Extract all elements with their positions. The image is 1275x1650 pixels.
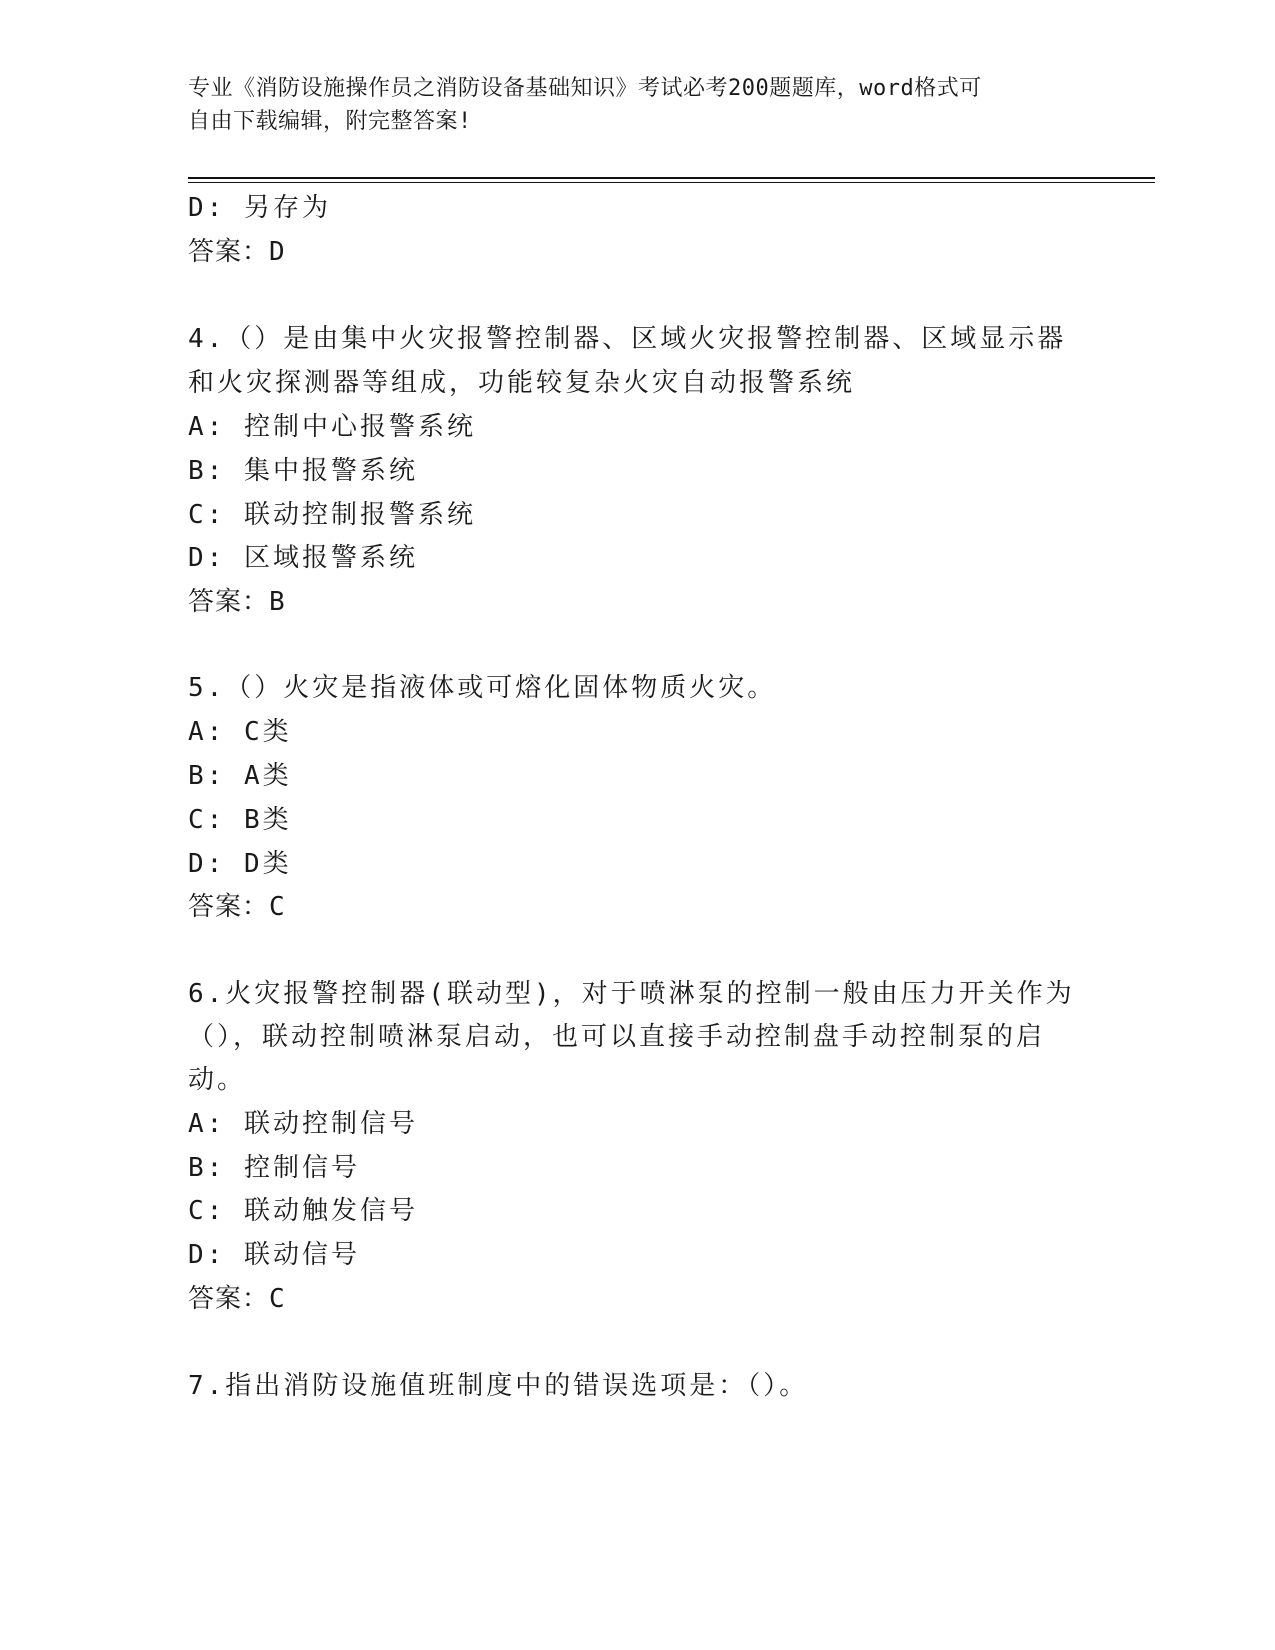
- q3-answer: 答案：D: [188, 237, 286, 267]
- q6-option-c: C: 联动触发信号: [188, 1196, 418, 1226]
- q4-stem-line-1: 4.（）是由集中火灾报警控制器、区域火灾报警控制器、区域显示器: [188, 324, 1067, 354]
- q5-option-c: C: B类: [188, 805, 292, 835]
- q6-option-b: B: 控制信号: [188, 1153, 360, 1183]
- q6-answer: 答案：C: [188, 1284, 286, 1314]
- q5-stem-line-1: 5.（）火灾是指液体或可熔化固体物质火灾。: [188, 673, 777, 703]
- q6-stem-line-2: （），联动控制喷淋泵启动，也可以直接手动控制盘手动控制泵的启: [188, 1022, 1046, 1052]
- header-title-line-1: 专业《消防设施操作员之消防设备基础知识》考试必考200题题库，word格式可: [188, 76, 982, 101]
- q6-option-d: D: 联动信号: [188, 1240, 360, 1270]
- q5-option-b: B: A类: [188, 761, 292, 791]
- q5-answer: 答案：C: [188, 892, 286, 922]
- q4-option-b: B: 集中报警系统: [188, 456, 418, 486]
- header-rule-thin: [188, 182, 1155, 183]
- q4-option-c: C: 联动控制报警系统: [188, 500, 476, 530]
- q6-stem-line-3: 动。: [188, 1065, 247, 1095]
- header-rule-thick: [188, 177, 1155, 179]
- header-title-line-2: 自由下载编辑，附完整答案!: [188, 109, 472, 134]
- document-header: [188, 72, 1068, 138]
- q6-stem-line-1: 6.火灾报警控制器(联动型)，对于喷淋泵的控制一般由压力开关作为: [188, 979, 1075, 1009]
- q4-option-a: A: 控制中心报警系统: [188, 412, 476, 442]
- q4-option-d: D: 区域报警系统: [188, 543, 418, 573]
- q4-answer: 答案：B: [188, 587, 286, 617]
- q4-stem-line-2: 和火灾探测器等组成，功能较复杂火灾自动报警系统: [188, 368, 856, 398]
- q3-option-d: D: 另存为: [188, 193, 331, 223]
- q5-option-d: D: D类: [188, 849, 292, 879]
- q7-stem-line-1: 7.指出消防设施值班制度中的错误选项是：（）。: [188, 1371, 809, 1401]
- q5-option-a: A: C类: [188, 717, 292, 747]
- q6-option-a: A: 联动控制信号: [188, 1109, 418, 1139]
